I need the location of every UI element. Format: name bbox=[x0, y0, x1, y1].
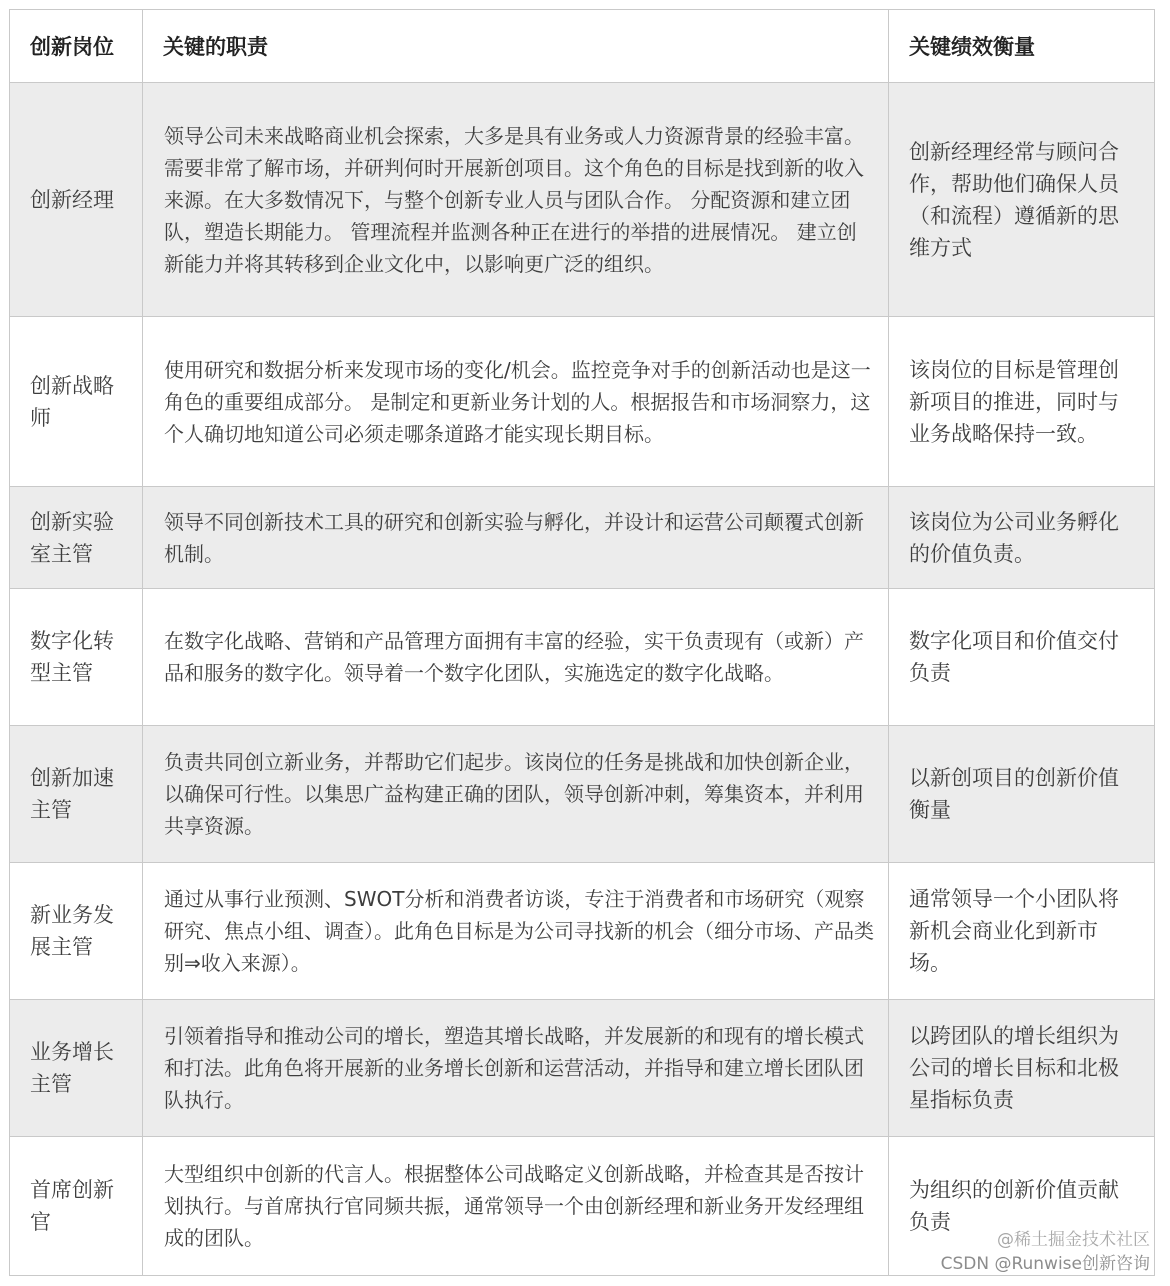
table-row bbox=[10, 317, 1155, 487]
role-cell: 业务增长主管 bbox=[10, 1000, 143, 1137]
kpi-cell: 数字化项目和价值交付负责 bbox=[889, 589, 1155, 726]
table-row bbox=[10, 726, 1155, 863]
innovation-roles-table bbox=[9, 9, 1155, 1276]
header-kpi: 关键绩效衡量 bbox=[889, 10, 1155, 83]
table-header-row bbox=[10, 10, 1155, 83]
duty-cell: 负责共同创立新业务，并帮助它们起步。该岗位的任务是挑战和加快创新企业，以确保可行性。以集思广益构建正确的团队，领导创新冲刺，筹集资本，并利用共享资源。 bbox=[143, 726, 889, 863]
duty-cell: 大型组织中创新的代言人。根据整体公司战略定义创新战略，并检查其是否按计划执行。与首席执行官同频共振，通常领导一个由创新经理和新业务开发经理组成的团队。 bbox=[143, 1137, 889, 1276]
role-cell: 创新经理 bbox=[10, 83, 143, 317]
duty-cell: 领导公司未来战略商业机会探索，大多是具有业务或人力资源背景的经验丰富。需要非常了解市场，并研判何时开展新创项目。这个角色的目标是找到新的收入来源。在大多数情况下，与整个创新专业人员与团队合作。 分配资源和建立团队，塑造长期能力。 管理流程并监测各种正在进行的举措的进展情况。 建立创新能力并将其转移到企业文化中，以影响更广泛的组织。 bbox=[143, 83, 889, 317]
kpi-cell: 为组织的创新价值贡献负责 bbox=[889, 1137, 1155, 1276]
kpi-cell: 通常领导一个小团队将新机会商业化到新市场。 bbox=[889, 863, 1155, 1000]
table-row bbox=[10, 487, 1155, 589]
table-row bbox=[10, 589, 1155, 726]
role-cell: 创新战略师 bbox=[10, 317, 143, 487]
header-duty: 关键的职责 bbox=[143, 10, 889, 83]
watermark-juejin: @稀土掘金技术社区 bbox=[997, 1230, 1150, 1250]
kpi-cell: 以跨团队的增长组织为公司的增长目标和北极星指标负责 bbox=[889, 1000, 1155, 1137]
duty-cell: 在数字化战略、营销和产品管理方面拥有丰富的经验，实干负责现有（或新）产品和服务的数字化。领导着一个数字化团队，实施选定的数字化战略。 bbox=[143, 589, 889, 726]
kpi-cell: 该岗位的目标是管理创新项目的推进，同时与业务战略保持一致。 bbox=[889, 317, 1155, 487]
role-cell: 创新实验室主管 bbox=[10, 487, 143, 589]
duty-cell: 引领着指导和推动公司的增长，塑造其增长战略，并发展新的和现有的增长模式和打法。此角色将开展新的业务增长创新和运营活动，并指导和建立增长团队团队执行。 bbox=[143, 1000, 889, 1137]
duty-cell: 通过从事行业预测、SWOT分析和消费者访谈，专注于消费者和市场研究（观察研究、焦点小组、调查）。此角色目标是为公司寻找新的机会（细分市场、产品类别⇒收入来源）。 bbox=[143, 863, 889, 1000]
kpi-cell: 以新创项目的创新价值衡量 bbox=[889, 726, 1155, 863]
table-row bbox=[10, 863, 1155, 1000]
watermark bbox=[941, 1228, 1150, 1276]
duty-cell: 使用研究和数据分析来发现市场的变化/机会。监控竞争对手的创新活动也是这一角色的重要组成部分。 是制定和更新业务计划的人。根据报告和市场洞察力，这个人确切地知道公司必须走哪条道路才能实现长期目标。 bbox=[143, 317, 889, 487]
duty-cell: 领导不同创新技术工具的研究和创新实验与孵化，并设计和运营公司颠覆式创新机制。 bbox=[143, 487, 889, 589]
watermark-csdn: CSDN @Runwise创新咨询 bbox=[940, 1254, 1150, 1274]
header-role: 创新岗位 bbox=[10, 10, 143, 83]
role-cell: 首席创新官 bbox=[10, 1137, 143, 1276]
table-row bbox=[10, 83, 1155, 317]
role-cell: 新业务发展主管 bbox=[10, 863, 143, 1000]
kpi-cell: 创新经理经常与顾问合作，帮助他们确保人员（和流程）遵循新的思维方式 bbox=[889, 83, 1155, 317]
role-cell: 数字化转型主管 bbox=[10, 589, 143, 726]
table-row bbox=[10, 1000, 1155, 1137]
kpi-cell: 该岗位为公司业务孵化的价值负责。 bbox=[889, 487, 1155, 589]
role-cell: 创新加速主管 bbox=[10, 726, 143, 863]
